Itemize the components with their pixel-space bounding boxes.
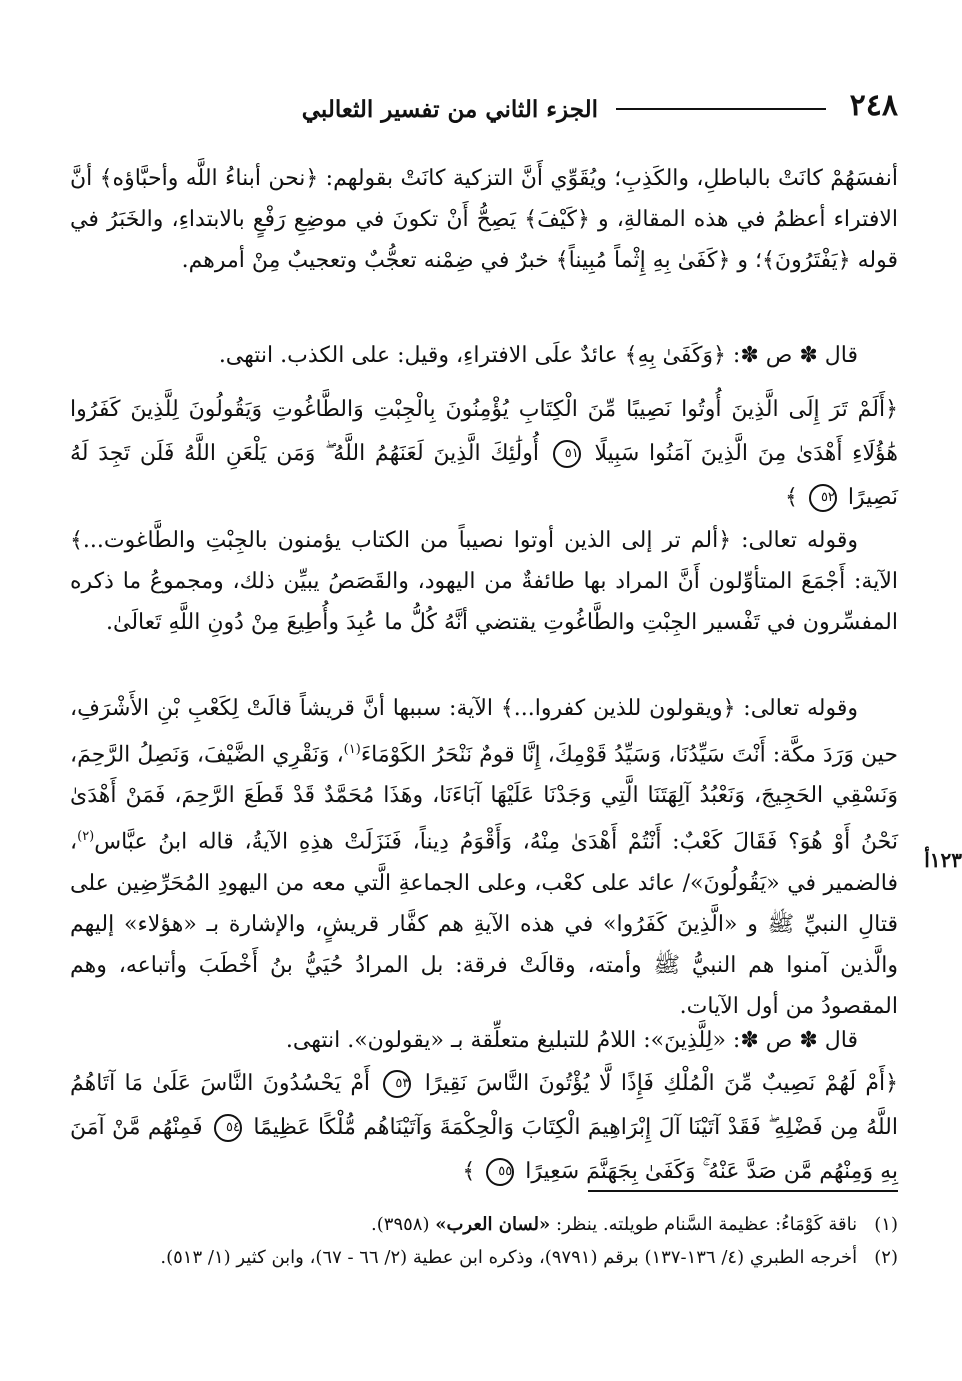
paragraph-3 [70, 520, 898, 643]
footnote-1 [70, 1208, 898, 1241]
footnote-number: (١) [874, 1214, 898, 1235]
paragraph-5 [70, 1020, 898, 1061]
ayah-number-55: ٥٥ [486, 1158, 514, 1186]
page-number: ٢٤٨ [849, 88, 898, 123]
footnotes [70, 1208, 898, 1274]
paragraph-segment: ، فالضمير في «يَقُولُونَ»/ عائد على كعْب، وعلى الجماعةِ الَّتي معه من اليهودِ المُحَرِّضِين على قتالِ النبيِّ ﷺ و «الَّذِينَ كَفَرُوا» في هذه الآيةِ هم كفَّار قريشٍ، والإشارة بـ «هؤلاء» إليهم والَّذين آمنوا هم النبيُّ ﷺ وأمته، وقالَتْ فرقة: بل المرادُ حُيَيُّ بنُ أَخْطَبَ وأتباعه، وهم المقصودُ من أول الآيات. [70, 829, 898, 1019]
manuscript-folio-note: ١٢٣أ [924, 848, 962, 872]
paragraph-text: قال ✽ ص ✽: ﴿وَكَفَىٰ بِهِ﴾ عائدٌ علَى الافتراءِ، وقيل: على الكذب. انتهى. [218, 343, 858, 368]
footnote-text: أخرجه الطبري (٤/ ١٣٦-١٣٧) برقم (٩٧٩١)، وذكره ابن عطية (٢/ ٦٦ - ٦٧)، وابن كثير (١/ ٥١٣). [160, 1247, 858, 1268]
page-header [70, 88, 898, 128]
quran-block-1 [70, 388, 898, 520]
ayah-number-52: ٥٢ [809, 484, 837, 512]
ayah-number-53: ٥٣ [383, 1070, 411, 1098]
verse-53: ﴿أَمْ لَهُمْ نَصِيبٌ مِّنَ الْمُلْكِ فَإِذًا لَّا يُؤْتُونَ النَّاسَ نَقِيرًا [424, 1071, 898, 1096]
footnote-rule [588, 1190, 898, 1192]
paragraph-segment: ، وَنَقْرِي الضَّيْفَ، وَنَصِلُ الرَّحِمَ، وَنَسْقِي الحَجِيجَ، وَنَعْبُدُ آلِهَتَنَا الَّتِي وَجَدْنَا عَلَيْهَا آبَاءَنَا، وهَذَا مُحَمَّدٌ قَدْ قَطَعَ الرَّحِمَ، فَمَنْ أَهْدَىٰ نَحْنُ أَوْ هُوَ؟ فَقَالَ كَعْبٌ: أَنْتُمْ أَهْدَىٰ مِنْهُ، وَأَقْوَمُ دِيناً، فَنَزَلَتْ هذِهِ الآيةُ، قاله ابنُ عبَّاس [70, 742, 898, 855]
paragraph-segment: وقوله تعالى: ﴿ويقولون للذين كفروا...﴾ الآية: سببها أنَّ قريشاً قالَتْ لِكَعْبِ بْنِ الأَشْرَفِ، حين وَرَدَ مكَّة: أَنْتَ سَيِّدُنَا، وَسَيِّدُ قَوْمِكَ، إِنَّا قومٌ نَنْحَرُ الكَوْمَاءَ [70, 696, 898, 768]
footnote-number: (٢) [874, 1247, 898, 1268]
page [70, 70, 962, 1360]
paragraph-1 [70, 158, 898, 281]
verse-55: فَمِنْهُم مَّنْ آمَنَ بِهِ وَمِنْهُم مَّن صَدَّ عَنْهُ ۚ وَكَفَىٰ بِجَهَنَّمَ سَعِيرًا [70, 1115, 898, 1184]
quran-verse [70, 388, 898, 520]
paragraph-text: أنفسَهُمْ كانَتْ بالباطلِ، والكَذِبِ؛ ويُقَوِّي أَنَّ التزكية كانَتْ بقولهم: ﴿نحن أبناءُ اللَّه وأحبَّاؤه﴾ أنَّ الافتراء أعظمُ في هذه المقالةِ، و ﴿كَيْفَ﴾ يَصِحُّ أَنْ تكونَ في موضِعِ رَفْعٍ بالابتداءِ، والخَبَرُ في قوله ﴿يَفْتَرُونَ﴾؛ و ﴿كَفَىٰ بِهِ إِثْماً مُبِيناً﴾ خبرٌ في ضِمْنه تعجُّبٌ وتعجيبٌ مِنْ أمرهم. [70, 166, 898, 273]
footnote-2 [70, 1241, 898, 1274]
quran-block-2 [70, 1062, 898, 1194]
quran-close-bracket: ﴾ [785, 485, 798, 510]
verse-54: أَمْ يَحْسُدُونَ النَّاسَ عَلَىٰ مَا آتَاهُمُ اللَّهُ مِن فَضْلِهِ ۖ فَقَدْ آتَيْنَا آلَ إِبْرَاهِيمَ الْكِتَابَ وَالْحِكْمَةَ وَآتَيْنَاهُم مُّلْكًا عَظِيمًا [70, 1071, 898, 1140]
footnote-ref-2: (٢) [77, 829, 95, 845]
quran-verse [70, 1062, 898, 1194]
paragraph-text [70, 688, 898, 1027]
footnote-text: (٣٩٥٨). [371, 1214, 436, 1235]
quran-close-bracket: ﴾ [462, 1159, 476, 1184]
running-title: الجزء الثاني من تفسير الثعالبي [301, 96, 598, 123]
paragraph-2 [70, 335, 898, 376]
footnote-text: ناقة كَوْمَاءُ: عظيمة السَّنام طويلته. ينظر: [550, 1214, 858, 1235]
footnote-source: «لسان العرب» [435, 1214, 551, 1235]
ayah-number-54: ٥٤ [214, 1114, 242, 1142]
verse-52: أُولَٰئِكَ الَّذِينَ لَعَنَهُمُ اللَّهُ ۖ وَمَن يَلْعَنِ اللَّهُ فَلَن تَجِدَ لَهُ نَصِيرًا [70, 441, 898, 510]
ayah-number-51: ٥١ [553, 440, 581, 468]
verse-51: ﴿أَلَمْ تَرَ إِلَى الَّذِينَ أُوتُوا نَصِيبًا مِّنَ الْكِتَابِ يُؤْمِنُونَ بِالْجِبْتِ وَالطَّاغُوتِ وَيَقُولُونَ لِلَّذِينَ كَفَرُوا هَٰؤُلَاءِ أَهْدَىٰ مِنَ الَّذِينَ آمَنُوا سَبِيلًا [70, 397, 899, 466]
paragraph-text: وقوله تعالى: ﴿ألم تر إلى الذين أوتوا نصيباً من الكتاب يؤمنون بالجِبْتِ والطَّاغوت...﴾ الآية: أَجْمَعَ المتأوِّلون أَنَّ المراد بها طائفةٌ من اليهود، والقَصَصُ يبيِّن ذلك، ومجموعُ ما ذكره المفسِّرون في تَفْسير الجِبْتِ والطَّاغُوتِ يقتضي أنَّهُ كُلُّ ما عُبِدَ وأُطِيعَ مِنْ دُونِ اللَّهِ تَعالَىٰ. [70, 528, 898, 635]
paragraph-4 [70, 688, 898, 1027]
paragraph-text: قال ✽ ص ✽: «لِلَّذِينَ»: اللامُ للتبليغ متعلِّقة بـ «يقولون». انتهى. [285, 1028, 858, 1053]
header-rule [616, 108, 826, 110]
footnote-ref-1: (١) [343, 742, 361, 757]
